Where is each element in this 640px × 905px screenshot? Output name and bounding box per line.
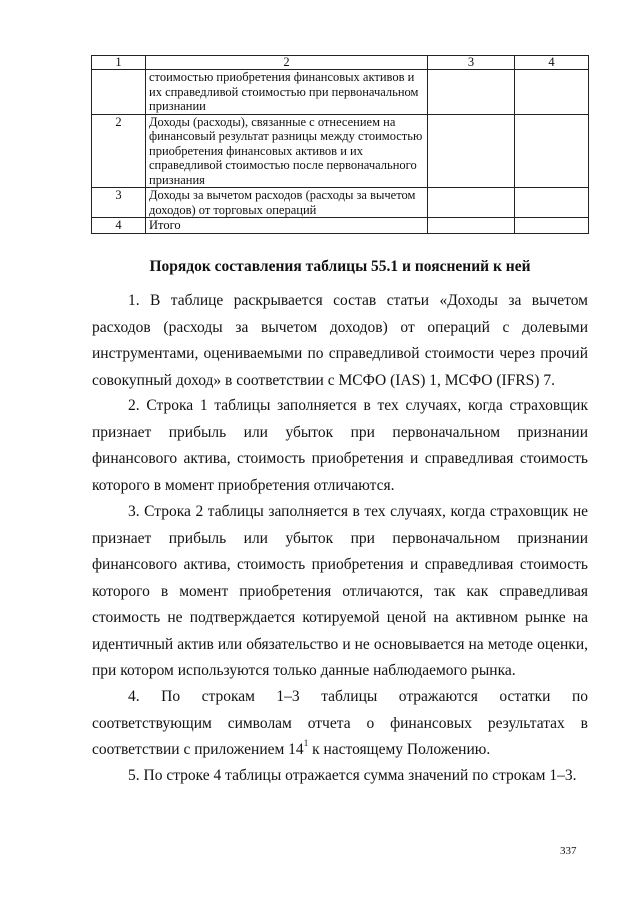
row-number <box>92 70 146 115</box>
row-col3 <box>428 70 515 115</box>
row-col3 <box>428 218 515 234</box>
row-number: 3 <box>92 188 146 218</box>
row-col4 <box>515 188 589 218</box>
row-text: Доходы (расходы), связанные с отнесением на финансовый результат разницы между стоимостью приобретения финансовых активов и их справедливой стоимостью после первоначального признания <box>146 114 428 188</box>
header-cell-4: 4 <box>515 56 589 70</box>
row-text: Доходы за вычетом расходов (расходы за вычетом доходов) от торговых операций <box>146 188 428 218</box>
row-col3 <box>428 114 515 188</box>
row-col4 <box>515 218 589 234</box>
data-table <box>91 55 589 234</box>
paragraph-3: 3. Строка 2 таблицы заполняется в тех случаях, когда страховщик не признает прибыль или убыток при первоначальном признании финансового актива, стоимость приобретения и справедливая стоимость которого в момент приобретения отличаются, так как справедливая стоимость не подтверждается котируемой ценой на активном рынке на идентичный актив или обязательство и не основывается на методе оценки, при котором используются только данные наблюдаемого рынка. <box>92 503 588 679</box>
table-row <box>92 218 589 234</box>
paragraph-4-text: 4. По строкам 1–3 таблицы отражаются остатки по соответствующим символам отчета о финансовых результатах в соответствии с приложением 14 <box>92 688 588 758</box>
row-text: стоимостью приобретения финансовых активов и их справедливой стоимостью при первоначальном признании <box>146 70 428 115</box>
table-row <box>92 70 589 115</box>
table-row <box>92 188 589 218</box>
paragraph-4 <box>92 684 588 764</box>
paragraph-5: 5. По строке 4 таблицы отражается сумма значений по строкам 1–3. <box>128 767 577 784</box>
row-text: Итого <box>146 218 428 234</box>
paragraph-1: 1. В таблице раскрывается состав статьи «Доходы за вычетом расходов (расходы за вычетом доходов) от операций с долевыми инструментами, оцениваемыми по справедливой стоимости через прочий совокупный доход» в соответствии с МСФО (IAS) 1, МСФО (IFRS) 7. <box>92 292 588 389</box>
footnote-superscript: 1 <box>303 738 309 748</box>
section-heading: Порядок составления таблицы 55.1 и пояснений к ней <box>149 258 531 275</box>
header-cell-1: 1 <box>92 56 146 70</box>
row-col4 <box>515 70 589 115</box>
header-cell-3: 3 <box>428 56 515 70</box>
paragraph-4-tail: к настоящему Положению. <box>308 741 491 758</box>
header-cell-2: 2 <box>146 56 428 70</box>
table-row <box>92 114 589 188</box>
row-col4 <box>515 114 589 188</box>
paragraph-2: 2. Строка 1 таблицы заполняется в тех случаях, когда страховщик признает прибыль или убыток при первоначальном признании финансового актива, стоимость приобретения и справедливая стоимость которого в момент приобретения отличаются. <box>92 397 588 494</box>
page-number: 337 <box>560 845 577 857</box>
row-number: 4 <box>92 218 146 234</box>
row-number: 2 <box>92 114 146 188</box>
row-col3 <box>428 188 515 218</box>
table-header-row <box>92 56 589 70</box>
